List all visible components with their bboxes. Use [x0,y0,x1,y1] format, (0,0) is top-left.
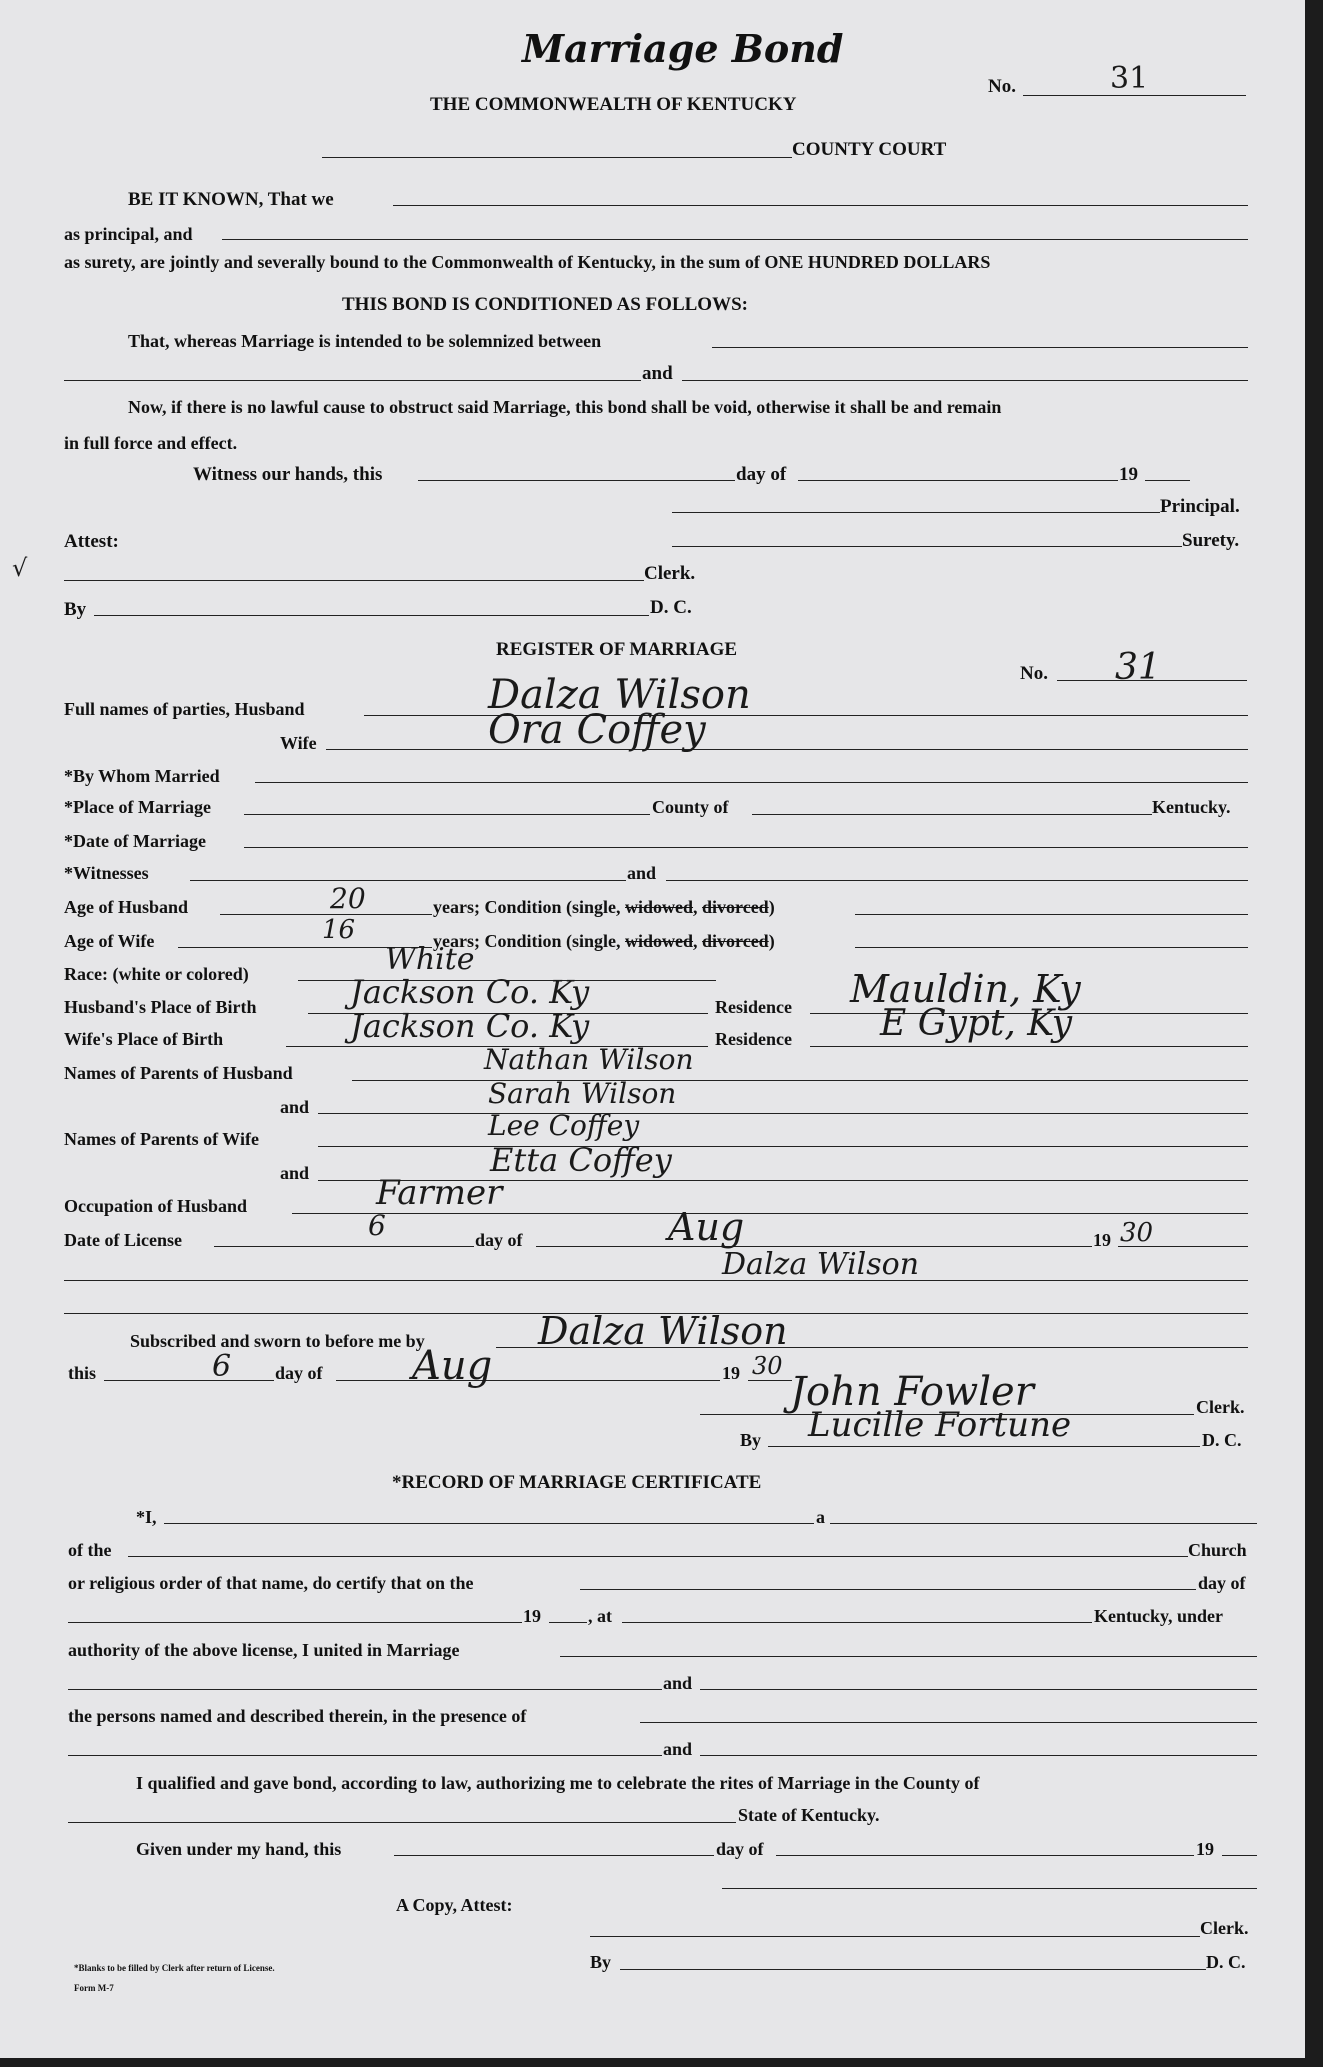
sworn-year-value: 30 [752,1352,783,1380]
parent-h1-line [352,1080,1248,1081]
witness-day-line [418,480,735,481]
license-day-value: 6 [368,1209,386,1242]
sworn-month-value: Aug [412,1343,493,1389]
age-husband-condition-line [855,914,1248,915]
by-whom-married-label: *By Whom Married [64,766,220,786]
attest-clerk-line [64,580,644,581]
sworn-day-of: day of [275,1363,323,1383]
certificate-heading: *RECORD OF MARRIAGE CERTIFICATE [392,1472,762,1493]
witness-text: Witness our hands, this [193,464,383,485]
cert-clerk-line [590,1936,1200,1937]
license-month-value: Aug [668,1205,745,1249]
license-day-of: day of [475,1230,523,1250]
cert-by-label: By [590,1952,612,1972]
religious-order-text: or religious order of that name, do certify that on the [68,1573,474,1593]
cert-year-line [549,1622,587,1623]
principal-signature-line [672,512,1160,513]
commonwealth-heading: THE COMMONWEALTH OF KENTUCKY [430,94,797,115]
race-label: Race: (white or colored) [64,964,249,984]
signature-line-1 [64,1280,1248,1281]
certificate-a-label: a [816,1507,825,1527]
parents-wife-and: and [280,1163,310,1183]
church-line [128,1556,1188,1557]
register-no-label: No. [1020,663,1048,684]
parent-w1-line [318,1146,1248,1147]
register-dc-label: D. C. [1202,1430,1242,1450]
cert-day-of: day of [1198,1573,1246,1593]
now-if-text-2: in full force and effect. [64,433,238,453]
united-party-two-line-b [700,1689,1257,1690]
surety-signature-line [672,546,1182,547]
party-two-line-a [64,380,641,381]
presence-one-line [640,1722,1257,1723]
county-of-line [752,814,1152,815]
register-clerk-label: Clerk. [1196,1397,1245,1417]
party-one-line [712,347,1248,348]
parent-w1-value: Lee Coffey [488,1109,640,1142]
party-two-line-b [682,380,1248,381]
principal-label: Principal. [1160,496,1240,517]
date-of-marriage-line [244,847,1248,848]
officiant-title-line [830,1523,1257,1524]
sworn-day-line [104,1380,274,1381]
as-principal-text: as principal, and [64,224,193,244]
as-surety-text: as surety, are jointly and severally bound to the Commonwealth of Kentucky, in the sum of ONE HUNDRED DOLLARS [64,252,991,272]
given-text: Given under my hand, this [136,1839,342,1859]
form-number: Form M-7 [74,1983,114,1993]
age-wife-condition: years; Condition (single, widowed, divorced) [433,931,775,951]
age-wife-value: 16 [322,915,356,945]
subscribed-text: Subscribed and sworn to before me by [130,1331,425,1351]
wife-birth-label: Wife's Place of Birth [64,1029,224,1049]
husband-residence-label: Residence [715,997,792,1017]
wife-residence-line [810,1046,1248,1047]
dc-signature: Lucille Fortune [808,1405,1072,1445]
footer-note: *Blanks to be filled by Clerk after return of License. [74,1963,275,1973]
date-license-label: Date of License [64,1230,182,1250]
given-day-line [394,1855,714,1856]
age-husband-value: 20 [330,882,366,915]
attest-label: Attest: [64,531,119,552]
bond-no-value: 31 [1110,61,1149,96]
given-day-of: day of [716,1839,764,1859]
place-of-marriage-label: *Place of Marriage [64,797,211,817]
license-day-line [214,1246,474,1247]
sworn-year-line [748,1380,792,1381]
united-and: and [663,1673,693,1693]
husband-birth-value: Jackson Co. Ky [350,973,590,1011]
qualified-text: I qualified and gave bond, according to law, authorizing me to celebrate the rites of Marriage in the County of [136,1773,980,1793]
witness-one-line [190,880,626,881]
cert-month-line [68,1622,522,1623]
presence-two-line-b [700,1755,1257,1756]
county-court-line [322,157,792,158]
united-party-one-line [560,1656,1257,1657]
occupation-label: Occupation of Husband [64,1196,248,1216]
parent-h2-value: Sarah Wilson [488,1077,677,1110]
now-if-text-1: Now, if there is no lawful cause to obstruct said Marriage, this bond shall be void, otherwise it shall be and remain [128,397,1002,417]
be-it-known-text: BE IT KNOWN, That we [128,189,334,210]
wife-name-value: Ora Coffey [488,707,706,753]
clerk-signature: John Fowler [790,1369,1034,1415]
attest-dc-line [94,615,649,616]
dc-signature-line [768,1446,1200,1447]
of-the-label: of the [68,1540,112,1560]
parent-w2-value: Etta Coffey [490,1141,672,1179]
witness-month-line [798,480,1118,481]
witnesses-and: and [627,863,657,883]
cert-kentucky-under: Kentucky, under [1094,1606,1224,1626]
license-year-prefix: 19 [1093,1230,1111,1250]
officiant-name-line [164,1523,814,1524]
witnesses-label: *Witnesses [64,863,149,883]
copy-attest-label: A Copy, Attest: [396,1895,513,1915]
sworn-day-value: 6 [212,1349,232,1384]
surety-label: Surety. [1182,530,1240,551]
presence-and: and [663,1739,693,1759]
applicant-signature: Dalza Wilson [722,1247,920,1282]
parent-h2-line [318,1113,1248,1114]
county-court-label: COUNTY COURT [792,139,947,160]
presence-two-line-a [68,1755,662,1756]
occupation-line [292,1213,1248,1214]
cert-place-line [622,1622,1092,1623]
register-no-value: 31 [1115,647,1161,688]
principal-name-line [393,205,1248,206]
officiant-signature-line [722,1888,1257,1889]
scan-right-border [1305,0,1323,2067]
wife-name-line [326,749,1248,750]
parents-husband-and: and [280,1097,310,1117]
place-kentucky-label: Kentucky. [1152,797,1231,817]
authority-text: authority of the above license, I united in Marriage [68,1640,460,1660]
county-of-label: County of [652,797,729,817]
register-heading: REGISTER OF MARRIAGE [496,639,738,660]
attest-dc-label: D. C. [650,597,692,618]
cert-year-prefix: 19 [523,1606,541,1626]
date-of-marriage-label: *Date of Marriage [64,831,206,851]
age-wife-condition-line [855,947,1248,948]
wife-birth-value: Jackson Co. Ky [350,1007,590,1045]
parents-husband-label: Names of Parents of Husband [64,1063,293,1083]
united-party-two-line-a [68,1689,662,1690]
bond-no-label: No. [988,76,1016,97]
witness-day-of: day of [736,464,787,485]
parent-h1-value: Nathan Wilson [484,1043,694,1076]
given-year-prefix: 19 [1196,1839,1214,1859]
margin-mark: √ [12,554,28,582]
witness-year-line [1145,480,1190,481]
occupation-value: Farmer [376,1173,503,1213]
age-wife-label: Age of Wife [64,931,155,951]
register-by-label: By [740,1430,762,1450]
surety-name-line [222,239,1248,240]
given-year-line [1222,1855,1257,1856]
license-year-value: 30 [1120,1218,1154,1248]
given-month-line [776,1855,1194,1856]
place-of-marriage-line [244,814,650,815]
attest-by-label: By [64,599,87,620]
whereas-text: That, whereas Marriage is intended to be solemnized between [128,331,602,351]
husband-name-value: Dalza Wilson [488,672,751,718]
wife-residence-value: E Gypt, Ky [880,1003,1073,1044]
certificate-i-label: *I, [136,1507,157,1527]
age-husband-label: Age of Husband [64,897,189,917]
county-qualified-line [68,1822,736,1823]
by-whom-married-line [255,782,1248,783]
parents-wife-label: Names of Parents of Wife [64,1129,259,1149]
husband-name-label: Full names of parties, Husband [64,699,305,719]
sworn-month-line [336,1380,720,1381]
conditioned-heading: THIS BOND IS CONDITIONED AS FOLLOWS: [342,294,748,315]
subscribed-name-value: Dalza Wilson [538,1309,788,1353]
husband-residence-value: Mauldin, Ky [850,967,1081,1011]
sworn-year-prefix: 19 [722,1363,740,1383]
age-husband-condition: years; Condition (single, widowed, divorced) [433,897,775,917]
witness-year-prefix: 19 [1119,464,1138,485]
and-text: and [642,363,673,384]
wife-residence-label: Residence [715,1029,792,1049]
church-label: Church [1188,1540,1247,1560]
husband-birth-label: Husband's Place of Birth [64,997,257,1017]
sworn-this-label: this [68,1363,97,1383]
cert-at-label: , at [588,1606,612,1626]
cert-dc-line [620,1969,1206,1970]
cert-day-line [580,1589,1196,1590]
wife-name-label: Wife [280,733,317,753]
attest-clerk-label: Clerk. [644,563,696,584]
race-value: White [385,942,475,977]
persons-text: the persons named and described therein, in the presence of [68,1706,527,1726]
state-kentucky-label: State of Kentucky. [738,1805,880,1825]
cert-clerk-label: Clerk. [1200,1918,1249,1938]
document-title: Marriage Bond [522,26,844,71]
witness-two-line [666,880,1248,881]
cert-dc-label: D. C. [1206,1952,1246,1972]
scan-bottom-border [0,2058,1323,2067]
